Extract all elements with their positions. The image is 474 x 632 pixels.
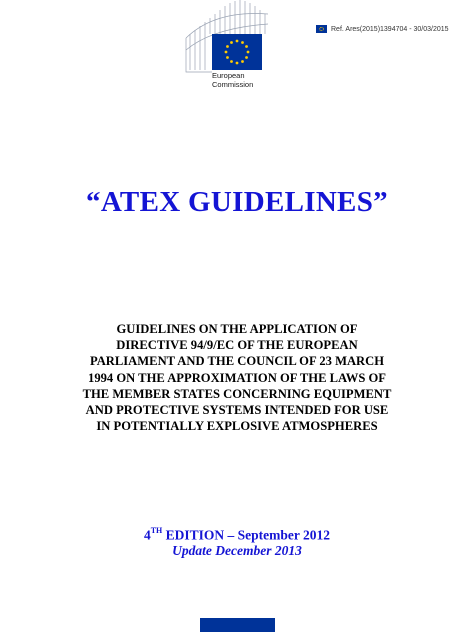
eu-star — [226, 56, 229, 59]
subtitle-line: 1994 ON THE APPROXIMATION OF THE LAWS OF — [88, 370, 386, 385]
subtitle-line: PARLIAMENT AND THE COUNCIL OF 23 MARCH — [89, 354, 385, 369]
edition-number: 4 — [143, 527, 151, 543]
eu-star — [230, 41, 233, 44]
edition-suffix: TH — [150, 526, 163, 535]
footer-color-bar — [200, 618, 275, 632]
subtitle-line: GUIDELINES ON THE APPLICATION OF — [116, 322, 358, 336]
logo-line-european: European — [212, 71, 245, 80]
subtitle-line: IN POTENTIALLY EXPLOSIVE ATMOSPHERES — [96, 419, 378, 434]
eu-star — [245, 56, 248, 59]
subtitle-line: AND PROTECTIVE SYSTEMS INTENDED FOR USE — [85, 403, 389, 418]
eu-star — [241, 41, 244, 44]
eu-star — [247, 51, 250, 54]
eu-star — [225, 51, 228, 54]
document-title: “ATEX GUIDELINES” — [86, 186, 388, 218]
eu-star — [241, 60, 244, 63]
logo-line-commission: Commission — [212, 80, 254, 89]
eu-star — [230, 60, 233, 63]
eu-star — [245, 45, 248, 48]
update-line: Update December 2013 — [172, 543, 302, 558]
edition-date: EDITION – September 2012 — [162, 527, 331, 543]
subtitle-line: THE MEMBER STATES CONCERNING EQUIPMENT — [82, 386, 392, 401]
eu-star — [226, 45, 229, 48]
edition-line — [0, 527, 474, 544]
eu-flag-icon — [212, 34, 262, 70]
document-subtitle — [80, 321, 394, 434]
eu-star — [236, 62, 239, 65]
eu-star — [236, 40, 239, 43]
reference-text: Ref. Ares(2015)1394704 - 30/03/2015 — [331, 25, 449, 33]
subtitle-line: DIRECTIVE 94/9/EC OF THE EUROPEAN — [116, 338, 358, 353]
